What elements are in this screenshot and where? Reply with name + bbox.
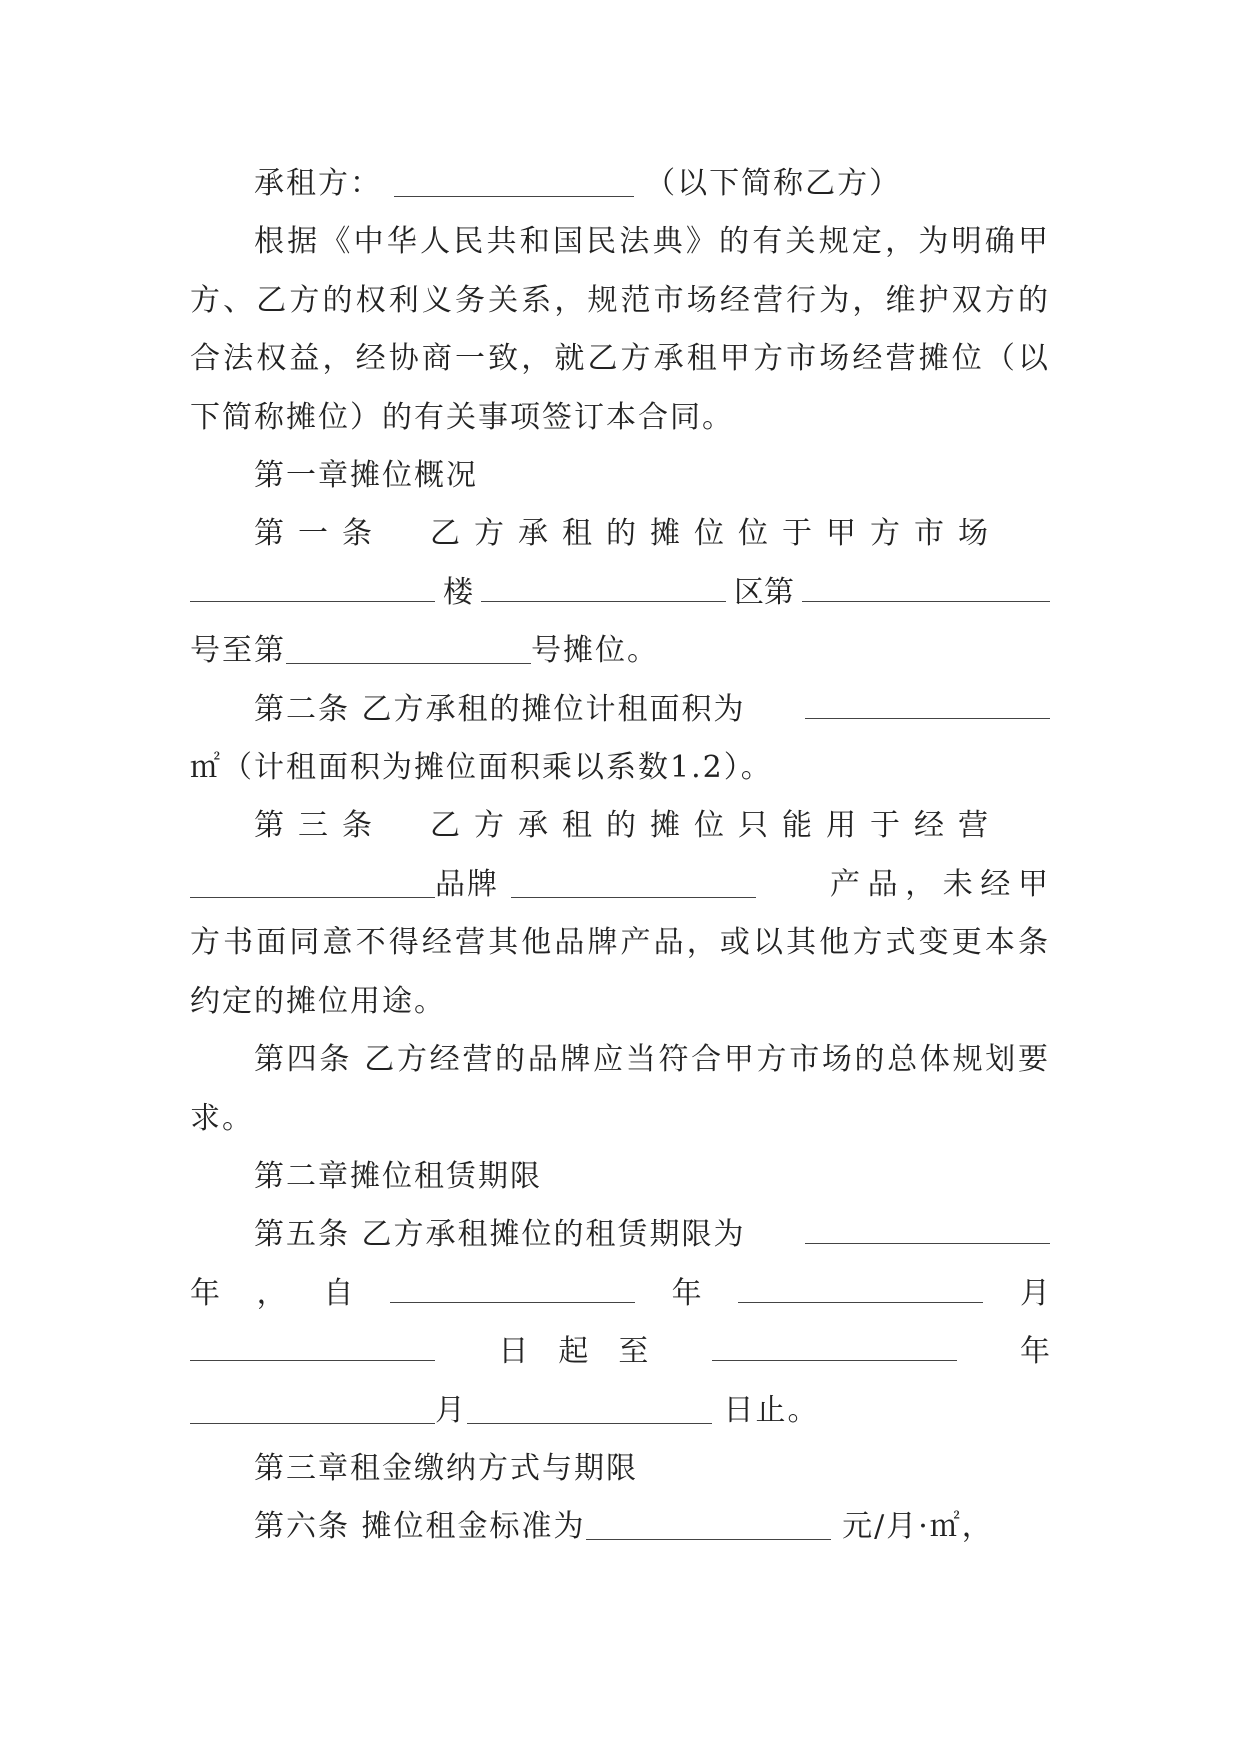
- end-day-unit: 日止。: [723, 1392, 820, 1428]
- article-5-line-3: [190, 1323, 1050, 1381]
- lessee-blank[interactable]: [394, 166, 634, 197]
- stall-end-label: 号摊位。: [531, 633, 659, 669]
- start-month-blank[interactable]: [738, 1272, 983, 1303]
- end-year-blank[interactable]: [712, 1330, 957, 1361]
- brand-blank[interactable]: [190, 867, 435, 898]
- chapter-1-heading: 第一章摊位概况: [254, 458, 478, 494]
- brand-label: 品牌: [435, 866, 499, 902]
- lessee-label: 承租方：: [254, 166, 382, 201]
- lessee-line: [190, 155, 1050, 213]
- document-page: [190, 155, 1050, 1557]
- start-year-unit: 年: [671, 1275, 702, 1311]
- start-year-blank[interactable]: [390, 1272, 635, 1303]
- article-6-line-1: [190, 1498, 1050, 1556]
- start-day-to: 日 起 至: [498, 1334, 649, 1370]
- article-2-tail: ㎡（计租面积为摊位面积乘以系数1.2）。: [190, 750, 773, 786]
- term-from: 自: [323, 1275, 354, 1311]
- article-1-head: 第一条 乙方承租的摊位位于甲方市场: [254, 516, 1002, 552]
- intro-paragraph: 根据《中华人民共和国民法典》的有关规定，为明确甲方、乙方的权利义务关系，规范市场经营行为，维护双方的合法权益，经协商一致，就乙方承租甲方市场经营摊位（以下简称摊位）的有关事项签订本合同。: [190, 224, 1050, 435]
- term-years-unit: 年: [190, 1275, 220, 1311]
- start-day-blank[interactable]: [190, 1330, 435, 1361]
- zone-blank[interactable]: [481, 571, 726, 602]
- article-5-line-1: [190, 1206, 1050, 1264]
- product-blank[interactable]: [511, 867, 756, 898]
- zone-label: 区第: [734, 574, 794, 610]
- article-3-head: 第三条 乙方承租的摊位只能用于经营: [254, 808, 1002, 844]
- article-5-line-2: [190, 1265, 1050, 1323]
- article-2-head: 第二条 乙方承租的摊位计租面积为: [254, 691, 746, 727]
- lessee-suffix: （以下简称乙方）: [645, 166, 902, 201]
- start-month-unit: 月: [1019, 1275, 1050, 1311]
- term-comma: ，: [256, 1275, 287, 1311]
- end-month-unit: 月: [435, 1392, 467, 1428]
- article-5-line-4: [190, 1382, 1050, 1440]
- chapter-3-heading: 第三章租金缴纳方式与期限: [254, 1450, 638, 1486]
- stall-start-blank[interactable]: [802, 571, 1050, 602]
- chapter-2-heading: 第二章摊位租赁期限: [254, 1158, 542, 1194]
- article-4: 第四条 乙方经营的品牌应当符合甲方市场的总体规划要求。: [190, 1042, 1050, 1136]
- end-month-blank[interactable]: [190, 1393, 435, 1424]
- rent-unit: 元/月·㎡，: [842, 1509, 994, 1545]
- end-year-unit: 年: [1019, 1334, 1050, 1370]
- stall-end-blank[interactable]: [286, 633, 531, 664]
- area-blank[interactable]: [805, 688, 1050, 719]
- article-5-head: 第五条 乙方承租摊位的租赁期限为: [254, 1217, 746, 1253]
- stall-to-label: 号至第: [190, 633, 286, 669]
- end-day-blank[interactable]: [467, 1393, 712, 1424]
- rent-blank[interactable]: [586, 1509, 831, 1540]
- floor-label: 楼: [443, 574, 473, 610]
- article-1-line-2: [190, 564, 1050, 622]
- article-1-line-3: [190, 622, 1050, 680]
- article-2-line-1: [190, 681, 1050, 739]
- article-3-rest: 产品，未经甲方书面同意不得经营其他品牌产品，或以其他方式变更本条约定的摊位用途。: [190, 866, 1050, 1019]
- term-years-blank[interactable]: [805, 1213, 1050, 1244]
- floor-blank[interactable]: [190, 571, 435, 602]
- article-6-head: 第六条 摊位租金标准为: [254, 1509, 586, 1545]
